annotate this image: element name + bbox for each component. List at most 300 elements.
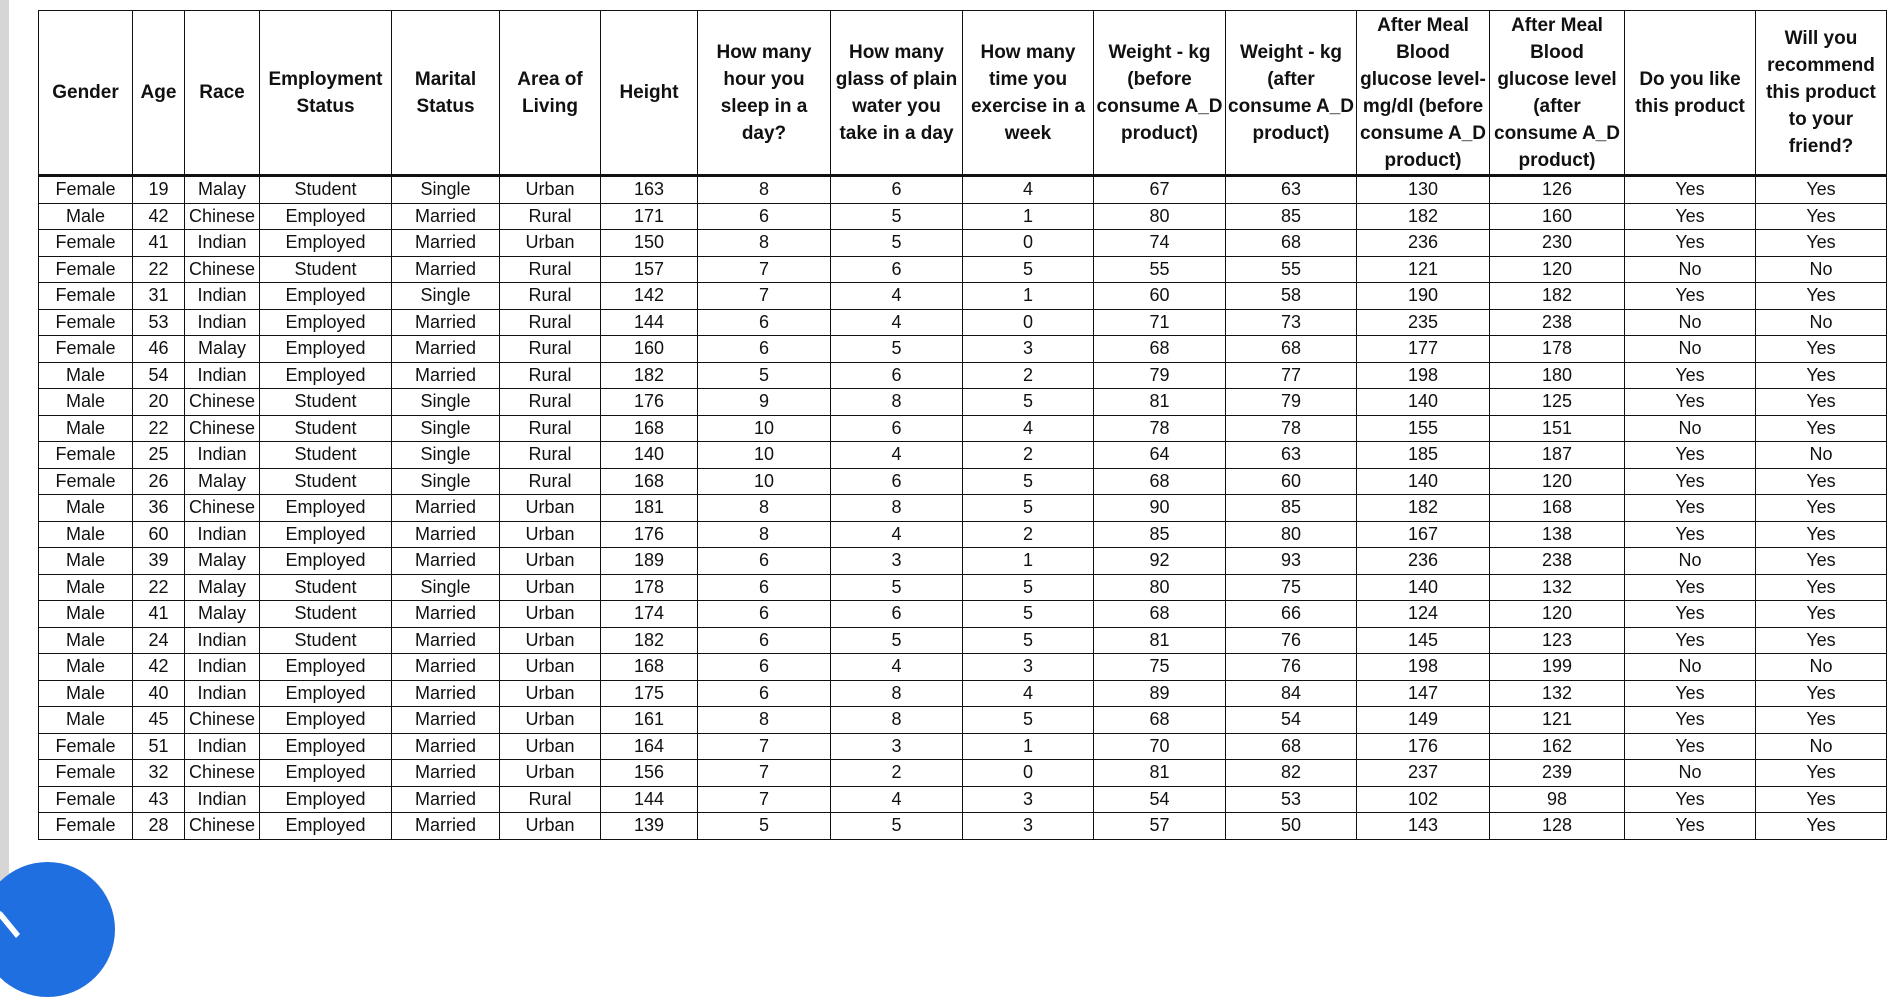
cell-height: 168 <box>601 654 698 681</box>
cell-area-of-living: Rural <box>500 203 601 230</box>
table-row <box>39 786 1887 813</box>
cell-weight-after: 85 <box>1226 495 1357 522</box>
cell-water-glasses: 8 <box>831 680 963 707</box>
cell-race: Chinese <box>185 256 260 283</box>
cell-age: 31 <box>133 283 185 310</box>
cell-age: 25 <box>133 442 185 469</box>
cell-like-product: Yes <box>1625 230 1756 257</box>
cell-height: 176 <box>601 521 698 548</box>
cell-employment-status: Employed <box>260 813 392 840</box>
cell-race: Chinese <box>185 389 260 416</box>
cell-employment-status: Employed <box>260 336 392 363</box>
cell-water-glasses: 8 <box>831 389 963 416</box>
cell-gender: Female <box>39 336 133 363</box>
cell-glucose-before: 177 <box>1357 336 1490 363</box>
cell-gender: Male <box>39 521 133 548</box>
cell-exercise-per-week: 1 <box>963 733 1094 760</box>
cell-like-product: Yes <box>1625 176 1756 204</box>
table-row <box>39 389 1887 416</box>
cell-recommend-product: No <box>1756 654 1887 681</box>
cell-age: 32 <box>133 760 185 787</box>
cell-area-of-living: Urban <box>500 176 601 204</box>
cell-water-glasses: 4 <box>831 521 963 548</box>
table-row <box>39 680 1887 707</box>
cell-gender: Female <box>39 176 133 204</box>
cell-height: 182 <box>601 627 698 654</box>
cell-marital-status: Single <box>392 176 500 204</box>
cell-glucose-after: 180 <box>1490 362 1625 389</box>
cell-weight-after: 85 <box>1226 203 1357 230</box>
cell-weight-after: 68 <box>1226 230 1357 257</box>
cell-sleep-hours: 7 <box>698 283 831 310</box>
cell-glucose-after: 160 <box>1490 203 1625 230</box>
cell-marital-status: Single <box>392 468 500 495</box>
cell-glucose-after: 230 <box>1490 230 1625 257</box>
cell-area-of-living: Rural <box>500 336 601 363</box>
cell-water-glasses: 3 <box>831 733 963 760</box>
cell-gender: Male <box>39 415 133 442</box>
cell-sleep-hours: 6 <box>698 336 831 363</box>
cell-recommend-product: Yes <box>1756 389 1887 416</box>
cell-recommend-product: Yes <box>1756 574 1887 601</box>
cell-recommend-product: No <box>1756 309 1887 336</box>
cell-recommend-product: Yes <box>1756 176 1887 204</box>
cell-like-product: Yes <box>1625 521 1756 548</box>
cell-marital-status: Married <box>392 256 500 283</box>
cell-marital-status: Married <box>392 362 500 389</box>
cell-employment-status: Employed <box>260 230 392 257</box>
cell-glucose-after: 121 <box>1490 707 1625 734</box>
cell-recommend-product: Yes <box>1756 203 1887 230</box>
cell-race: Malay <box>185 176 260 204</box>
cell-sleep-hours: 10 <box>698 468 831 495</box>
cell-weight-before: 92 <box>1094 548 1226 575</box>
cell-sleep-hours: 9 <box>698 389 831 416</box>
cell-weight-before: 81 <box>1094 760 1226 787</box>
cell-weight-before: 80 <box>1094 574 1226 601</box>
cell-like-product: Yes <box>1625 389 1756 416</box>
cell-race: Malay <box>185 574 260 601</box>
cell-height: 150 <box>601 230 698 257</box>
cell-exercise-per-week: 5 <box>963 627 1094 654</box>
cell-water-glasses: 8 <box>831 707 963 734</box>
cell-weight-before: 67 <box>1094 176 1226 204</box>
table-row <box>39 707 1887 734</box>
cell-race: Chinese <box>185 813 260 840</box>
table-row <box>39 309 1887 336</box>
cell-age: 24 <box>133 627 185 654</box>
cell-glucose-before: 124 <box>1357 601 1490 628</box>
cell-weight-after: 50 <box>1226 813 1357 840</box>
cell-sleep-hours: 6 <box>698 680 831 707</box>
cell-area-of-living: Urban <box>500 521 601 548</box>
cell-weight-before: 75 <box>1094 654 1226 681</box>
cell-exercise-per-week: 5 <box>963 707 1094 734</box>
cell-weight-before: 78 <box>1094 415 1226 442</box>
cell-employment-status: Employed <box>260 760 392 787</box>
cell-employment-status: Student <box>260 442 392 469</box>
cell-water-glasses: 5 <box>831 336 963 363</box>
cell-weight-before: 85 <box>1094 521 1226 548</box>
cell-weight-after: 68 <box>1226 733 1357 760</box>
cell-like-product: Yes <box>1625 283 1756 310</box>
cell-marital-status: Married <box>392 336 500 363</box>
cell-race: Indian <box>185 283 260 310</box>
cell-exercise-per-week: 0 <box>963 309 1094 336</box>
table-row <box>39 442 1887 469</box>
cell-water-glasses: 8 <box>831 495 963 522</box>
cell-marital-status: Single <box>392 283 500 310</box>
cell-age: 19 <box>133 176 185 204</box>
cell-exercise-per-week: 4 <box>963 415 1094 442</box>
cell-recommend-product: Yes <box>1756 521 1887 548</box>
cell-water-glasses: 5 <box>831 627 963 654</box>
cell-glucose-before: 140 <box>1357 468 1490 495</box>
cell-glucose-before: 236 <box>1357 230 1490 257</box>
cell-employment-status: Student <box>260 256 392 283</box>
cell-water-glasses: 4 <box>831 442 963 469</box>
cell-age: 42 <box>133 654 185 681</box>
cell-glucose-after: 151 <box>1490 415 1625 442</box>
cell-sleep-hours: 8 <box>698 707 831 734</box>
cell-marital-status: Married <box>392 627 500 654</box>
cell-marital-status: Single <box>392 574 500 601</box>
cell-age: 20 <box>133 389 185 416</box>
column-header-exercise-per-week: How many time you exercise in a week <box>963 11 1094 176</box>
cell-recommend-product: Yes <box>1756 362 1887 389</box>
cell-gender: Male <box>39 707 133 734</box>
cell-recommend-product: Yes <box>1756 813 1887 840</box>
table-row <box>39 627 1887 654</box>
cell-exercise-per-week: 4 <box>963 176 1094 204</box>
cell-height: 168 <box>601 415 698 442</box>
cell-age: 22 <box>133 415 185 442</box>
cell-area-of-living: Urban <box>500 601 601 628</box>
cell-weight-before: 55 <box>1094 256 1226 283</box>
cell-employment-status: Student <box>260 601 392 628</box>
cell-height: 164 <box>601 733 698 760</box>
cell-water-glasses: 4 <box>831 654 963 681</box>
survey-data-table <box>38 10 1887 840</box>
cell-gender: Female <box>39 442 133 469</box>
cell-exercise-per-week: 3 <box>963 654 1094 681</box>
table-row <box>39 415 1887 442</box>
cell-like-product: Yes <box>1625 627 1756 654</box>
cell-weight-before: 68 <box>1094 707 1226 734</box>
cell-sleep-hours: 7 <box>698 733 831 760</box>
cell-glucose-after: 120 <box>1490 601 1625 628</box>
cell-age: 22 <box>133 256 185 283</box>
cell-glucose-before: 182 <box>1357 203 1490 230</box>
cell-weight-after: 79 <box>1226 389 1357 416</box>
cell-race: Indian <box>185 733 260 760</box>
cell-weight-after: 80 <box>1226 521 1357 548</box>
cell-employment-status: Student <box>260 176 392 204</box>
cell-exercise-per-week: 3 <box>963 813 1094 840</box>
cell-sleep-hours: 6 <box>698 654 831 681</box>
cell-gender: Female <box>39 309 133 336</box>
cell-glucose-before: 198 <box>1357 362 1490 389</box>
cell-recommend-product: Yes <box>1756 680 1887 707</box>
cell-height: 144 <box>601 786 698 813</box>
cell-weight-after: 68 <box>1226 336 1357 363</box>
column-header-age: Age <box>133 11 185 176</box>
cell-like-product: Yes <box>1625 442 1756 469</box>
cell-exercise-per-week: 0 <box>963 760 1094 787</box>
cell-race: Chinese <box>185 707 260 734</box>
cell-weight-after: 84 <box>1226 680 1357 707</box>
cell-marital-status: Single <box>392 415 500 442</box>
cell-exercise-per-week: 1 <box>963 203 1094 230</box>
cell-glucose-after: 138 <box>1490 521 1625 548</box>
cell-marital-status: Married <box>392 309 500 336</box>
cell-glucose-after: 126 <box>1490 176 1625 204</box>
cell-like-product: No <box>1625 760 1756 787</box>
cell-gender: Female <box>39 733 133 760</box>
cell-recommend-product: Yes <box>1756 415 1887 442</box>
table-row <box>39 230 1887 257</box>
cell-gender: Male <box>39 203 133 230</box>
cell-area-of-living: Rural <box>500 468 601 495</box>
cell-exercise-per-week: 2 <box>963 362 1094 389</box>
cell-weight-after: 55 <box>1226 256 1357 283</box>
cell-weight-after: 77 <box>1226 362 1357 389</box>
cell-age: 43 <box>133 786 185 813</box>
cell-recommend-product: Yes <box>1756 601 1887 628</box>
cell-employment-status: Employed <box>260 283 392 310</box>
table-row <box>39 468 1887 495</box>
cell-sleep-hours: 7 <box>698 760 831 787</box>
cell-height: 144 <box>601 309 698 336</box>
cell-age: 54 <box>133 362 185 389</box>
cell-like-product: Yes <box>1625 786 1756 813</box>
cell-exercise-per-week: 5 <box>963 495 1094 522</box>
cell-height: 176 <box>601 389 698 416</box>
cell-height: 160 <box>601 336 698 363</box>
cell-glucose-after: 178 <box>1490 336 1625 363</box>
edit-fab-button[interactable] <box>0 862 115 997</box>
cell-employment-status: Employed <box>260 495 392 522</box>
cell-sleep-hours: 5 <box>698 813 831 840</box>
cell-area-of-living: Rural <box>500 442 601 469</box>
cell-glucose-before: 167 <box>1357 521 1490 548</box>
cell-weight-after: 93 <box>1226 548 1357 575</box>
cell-gender: Male <box>39 627 133 654</box>
cell-sleep-hours: 6 <box>698 627 831 654</box>
cell-water-glasses: 4 <box>831 283 963 310</box>
cell-race: Malay <box>185 601 260 628</box>
cell-gender: Female <box>39 283 133 310</box>
cell-recommend-product: No <box>1756 733 1887 760</box>
cell-recommend-product: Yes <box>1756 786 1887 813</box>
cell-gender: Female <box>39 468 133 495</box>
cell-age: 46 <box>133 336 185 363</box>
cell-recommend-product: Yes <box>1756 336 1887 363</box>
cell-exercise-per-week: 3 <box>963 336 1094 363</box>
cell-glucose-before: 102 <box>1357 786 1490 813</box>
cell-like-product: No <box>1625 336 1756 363</box>
cell-like-product: Yes <box>1625 574 1756 601</box>
cell-height: 139 <box>601 813 698 840</box>
cell-exercise-per-week: 5 <box>963 574 1094 601</box>
table-row <box>39 336 1887 363</box>
cell-race: Indian <box>185 786 260 813</box>
cell-weight-after: 58 <box>1226 283 1357 310</box>
cell-marital-status: Married <box>392 548 500 575</box>
cell-weight-before: 74 <box>1094 230 1226 257</box>
cell-like-product: Yes <box>1625 707 1756 734</box>
cell-weight-before: 57 <box>1094 813 1226 840</box>
cell-race: Chinese <box>185 415 260 442</box>
cell-like-product: Yes <box>1625 203 1756 230</box>
cell-area-of-living: Rural <box>500 389 601 416</box>
cell-glucose-after: 182 <box>1490 283 1625 310</box>
table-row <box>39 813 1887 840</box>
cell-area-of-living: Urban <box>500 707 601 734</box>
cell-race: Malay <box>185 336 260 363</box>
column-header-glucose-before: After Meal Blood glucose level- mg/dl (before consume A_D product) <box>1357 11 1490 176</box>
cell-glucose-after: 199 <box>1490 654 1625 681</box>
cell-recommend-product: Yes <box>1756 627 1887 654</box>
pencil-icon <box>0 908 34 948</box>
cell-weight-after: 53 <box>1226 786 1357 813</box>
table-body <box>39 176 1887 840</box>
cell-weight-after: 76 <box>1226 654 1357 681</box>
cell-glucose-before: 140 <box>1357 574 1490 601</box>
cell-water-glasses: 6 <box>831 256 963 283</box>
cell-employment-status: Employed <box>260 786 392 813</box>
column-header-area-of-living: Area of Living <box>500 11 601 176</box>
cell-glucose-after: 123 <box>1490 627 1625 654</box>
cell-area-of-living: Rural <box>500 415 601 442</box>
cell-exercise-per-week: 0 <box>963 230 1094 257</box>
table-row <box>39 574 1887 601</box>
cell-marital-status: Married <box>392 733 500 760</box>
cell-age: 60 <box>133 521 185 548</box>
cell-glucose-after: 132 <box>1490 680 1625 707</box>
cell-employment-status: Employed <box>260 521 392 548</box>
cell-weight-after: 66 <box>1226 601 1357 628</box>
cell-marital-status: Married <box>392 760 500 787</box>
cell-age: 39 <box>133 548 185 575</box>
cell-employment-status: Employed <box>260 707 392 734</box>
cell-recommend-product: No <box>1756 256 1887 283</box>
cell-marital-status: Single <box>392 389 500 416</box>
cell-like-product: Yes <box>1625 813 1756 840</box>
cell-glucose-after: 98 <box>1490 786 1625 813</box>
table-row <box>39 362 1887 389</box>
cell-employment-status: Employed <box>260 680 392 707</box>
cell-water-glasses: 2 <box>831 760 963 787</box>
cell-water-glasses: 6 <box>831 176 963 204</box>
cell-glucose-before: 130 <box>1357 176 1490 204</box>
cell-race: Indian <box>185 627 260 654</box>
cell-age: 36 <box>133 495 185 522</box>
cell-water-glasses: 5 <box>831 203 963 230</box>
column-header-weight-after: Weight - kg (after consume A_D product) <box>1226 11 1357 176</box>
cell-age: 53 <box>133 309 185 336</box>
cell-race: Indian <box>185 442 260 469</box>
cell-recommend-product: Yes <box>1756 760 1887 787</box>
cell-recommend-product: Yes <box>1756 283 1887 310</box>
cell-like-product: Yes <box>1625 468 1756 495</box>
cell-area-of-living: Rural <box>500 283 601 310</box>
cell-area-of-living: Urban <box>500 574 601 601</box>
header-row <box>39 11 1887 176</box>
cell-exercise-per-week: 5 <box>963 256 1094 283</box>
cell-height: 140 <box>601 442 698 469</box>
cell-glucose-before: 190 <box>1357 283 1490 310</box>
cell-weight-before: 80 <box>1094 203 1226 230</box>
cell-height: 171 <box>601 203 698 230</box>
cell-height: 142 <box>601 283 698 310</box>
cell-exercise-per-week: 4 <box>963 680 1094 707</box>
left-edge-strip <box>0 0 9 935</box>
cell-glucose-before: 176 <box>1357 733 1490 760</box>
cell-weight-before: 68 <box>1094 468 1226 495</box>
cell-weight-after: 73 <box>1226 309 1357 336</box>
cell-marital-status: Single <box>392 442 500 469</box>
cell-area-of-living: Urban <box>500 733 601 760</box>
cell-recommend-product: Yes <box>1756 495 1887 522</box>
cell-exercise-per-week: 5 <box>963 468 1094 495</box>
cell-glucose-after: 128 <box>1490 813 1625 840</box>
column-header-recommend-product: Will you recommend this product to your friend? <box>1756 11 1887 176</box>
table-row <box>39 733 1887 760</box>
cell-weight-before: 89 <box>1094 680 1226 707</box>
cell-gender: Female <box>39 760 133 787</box>
column-header-employment-status: Employment Status <box>260 11 392 176</box>
cell-area-of-living: Urban <box>500 495 601 522</box>
table-row <box>39 521 1887 548</box>
cell-weight-before: 81 <box>1094 627 1226 654</box>
cell-area-of-living: Urban <box>500 627 601 654</box>
cell-height: 182 <box>601 362 698 389</box>
cell-employment-status: Student <box>260 468 392 495</box>
column-header-weight-before: Weight - kg (before consume A_D product) <box>1094 11 1226 176</box>
cell-gender: Female <box>39 786 133 813</box>
cell-employment-status: Employed <box>260 309 392 336</box>
cell-marital-status: Married <box>392 786 500 813</box>
table-row <box>39 283 1887 310</box>
cell-employment-status: Student <box>260 415 392 442</box>
cell-race: Indian <box>185 521 260 548</box>
table-row <box>39 601 1887 628</box>
cell-area-of-living: Rural <box>500 309 601 336</box>
cell-sleep-hours: 8 <box>698 230 831 257</box>
cell-age: 41 <box>133 601 185 628</box>
cell-weight-before: 64 <box>1094 442 1226 469</box>
cell-gender: Male <box>39 574 133 601</box>
cell-exercise-per-week: 5 <box>963 389 1094 416</box>
cell-marital-status: Married <box>392 654 500 681</box>
cell-race: Indian <box>185 230 260 257</box>
cell-gender: Male <box>39 362 133 389</box>
column-header-gender: Gender <box>39 11 133 176</box>
cell-glucose-before: 155 <box>1357 415 1490 442</box>
cell-weight-before: 68 <box>1094 601 1226 628</box>
cell-employment-status: Student <box>260 389 392 416</box>
cell-race: Indian <box>185 309 260 336</box>
cell-gender: Female <box>39 256 133 283</box>
cell-gender: Male <box>39 601 133 628</box>
cell-exercise-per-week: 5 <box>963 601 1094 628</box>
column-header-race: Race <box>185 11 260 176</box>
cell-weight-after: 76 <box>1226 627 1357 654</box>
survey-sheet <box>38 10 1887 840</box>
cell-height: 178 <box>601 574 698 601</box>
cell-like-product: Yes <box>1625 495 1756 522</box>
